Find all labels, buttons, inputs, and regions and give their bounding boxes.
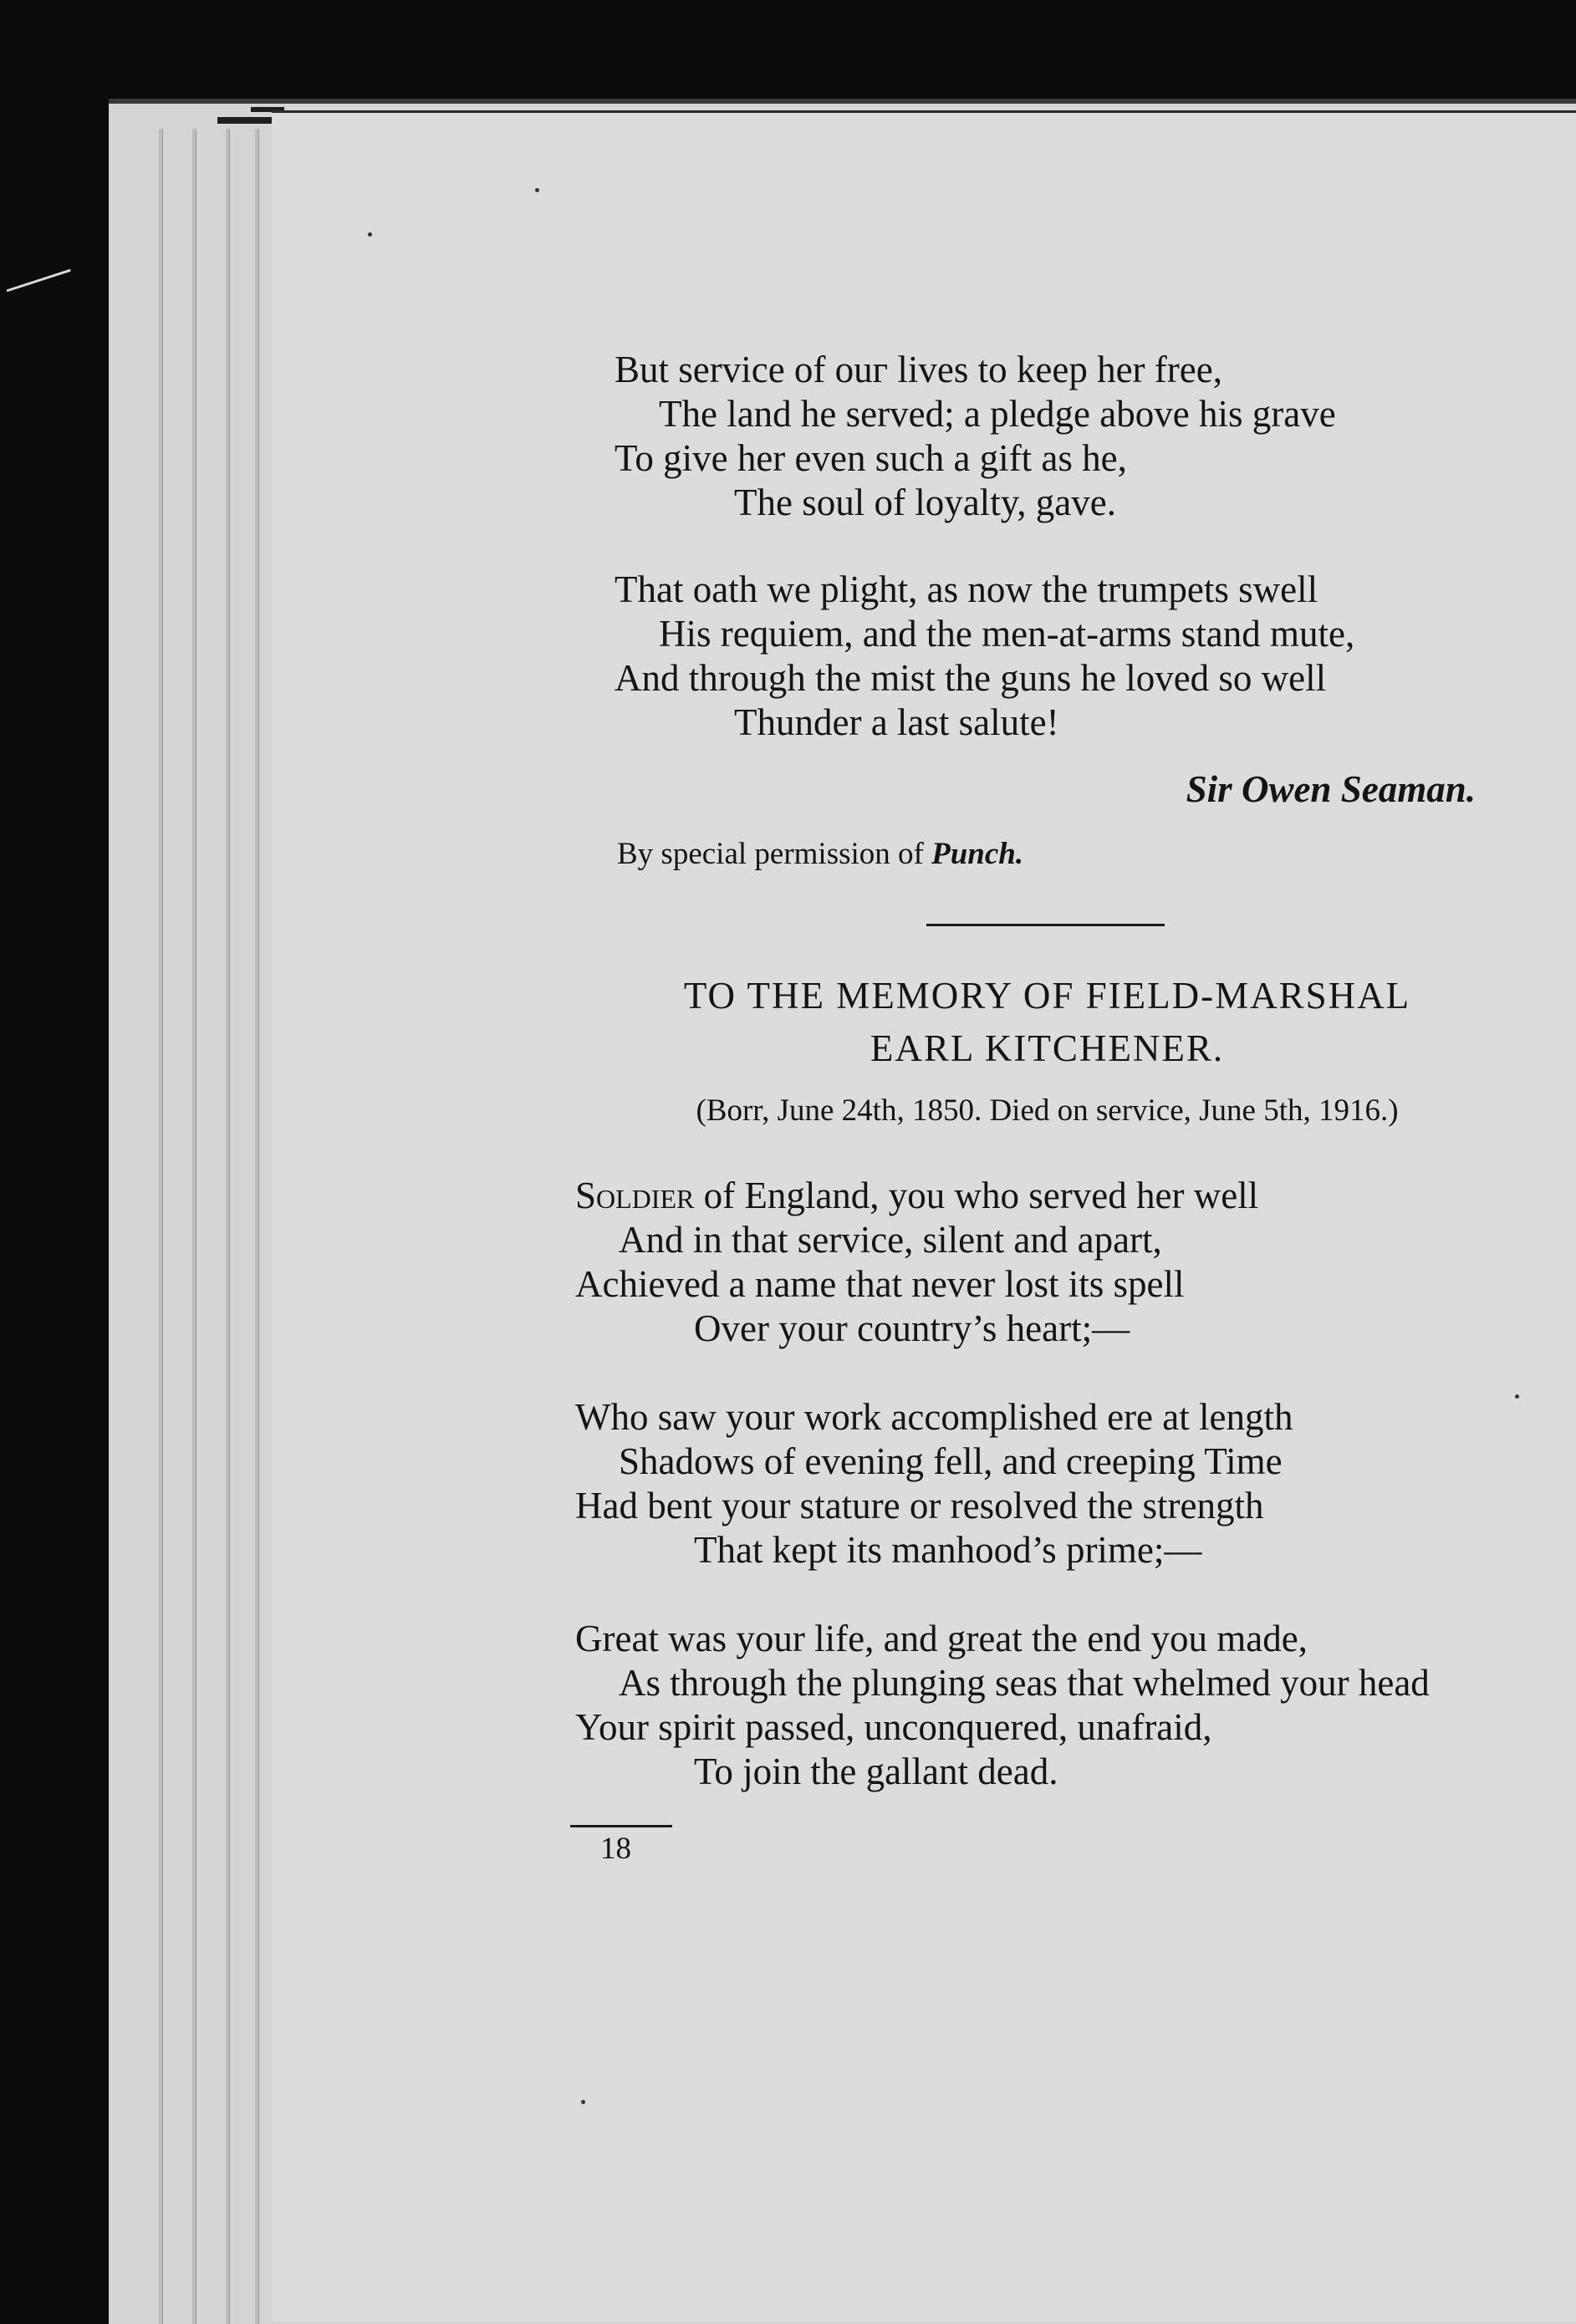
- permission-prefix: By special permission of: [617, 837, 924, 871]
- speck: [1515, 1394, 1519, 1399]
- page-number: 18: [600, 1832, 631, 1866]
- poem2-line: Great was your life, and great the end you made,: [575, 1618, 1308, 1659]
- author-signature: Sir Owen Seaman.: [1186, 768, 1476, 810]
- page-edge: [159, 129, 163, 2324]
- poem1-line: That oath we plight, as now the trumpets swell: [615, 568, 1318, 610]
- poem1-line: To give her even such a gift as he,: [615, 437, 1127, 479]
- poem2-line: [575, 1173, 1258, 1218]
- poem2-line: Had bent your stature or resolved the strength: [575, 1485, 1264, 1526]
- poem1-line: And through the mist the guns he loved so well: [615, 657, 1327, 699]
- scan-artifact: [217, 117, 276, 124]
- page-edge: [255, 129, 259, 2324]
- poem1-line: Thunder a last salute!: [734, 701, 1059, 743]
- footer-rule: [570, 1825, 672, 1827]
- page-edge: [192, 129, 196, 2324]
- poem-title-line-2: EARL KITCHENER.: [870, 1027, 1225, 1069]
- poem2-line: To join the gallant dead.: [694, 1751, 1058, 1792]
- poem2-line: Shadows of evening fell, and creeping Time: [619, 1440, 1283, 1482]
- poem2-line: Over your country’s heart;—: [694, 1307, 1130, 1349]
- poem1-line: But service of ouг lives to keep her free,: [615, 349, 1222, 390]
- poem2-line: As through the plunging seas that whelmed your head: [619, 1662, 1430, 1704]
- poem2-line: Your spirit passed, unconquered, unafraid,: [575, 1706, 1212, 1748]
- poem-subtitle: (Borr, June 24th, 1850. Died on service, June 5th, 1916.): [696, 1093, 1399, 1128]
- poem2-line: Who saw your work accomplished ere at length: [575, 1396, 1293, 1438]
- speck: [535, 188, 539, 192]
- section-divider: [926, 924, 1165, 926]
- poem1-line: His requiem, and the men-at-arms stand mute,: [659, 613, 1355, 655]
- speck: [368, 232, 372, 237]
- poem2-line: That kept its manhood’s prime;—: [694, 1529, 1202, 1571]
- speck: [581, 2100, 585, 2104]
- poem2-line: Achieved a name that never lost its spell: [575, 1263, 1185, 1305]
- first-word: Soldier: [575, 1175, 695, 1216]
- line-rest: of England, you who served her well: [694, 1175, 1259, 1216]
- permission-source: Punch.: [931, 837, 1024, 871]
- page-edge: [226, 129, 230, 2324]
- poem-title-line-1: TO THE MEMORY OF FIELD-MARSHAL: [683, 975, 1411, 1017]
- poem1-line: The soul of loyalty, gave.: [734, 482, 1116, 523]
- permission-note: [617, 836, 1023, 872]
- poem2-line: And in that service, silent and apart,: [619, 1219, 1162, 1261]
- poem1-line: The land he served; a pledge above his grave: [659, 393, 1336, 435]
- scan-artifact: [0, 237, 71, 293]
